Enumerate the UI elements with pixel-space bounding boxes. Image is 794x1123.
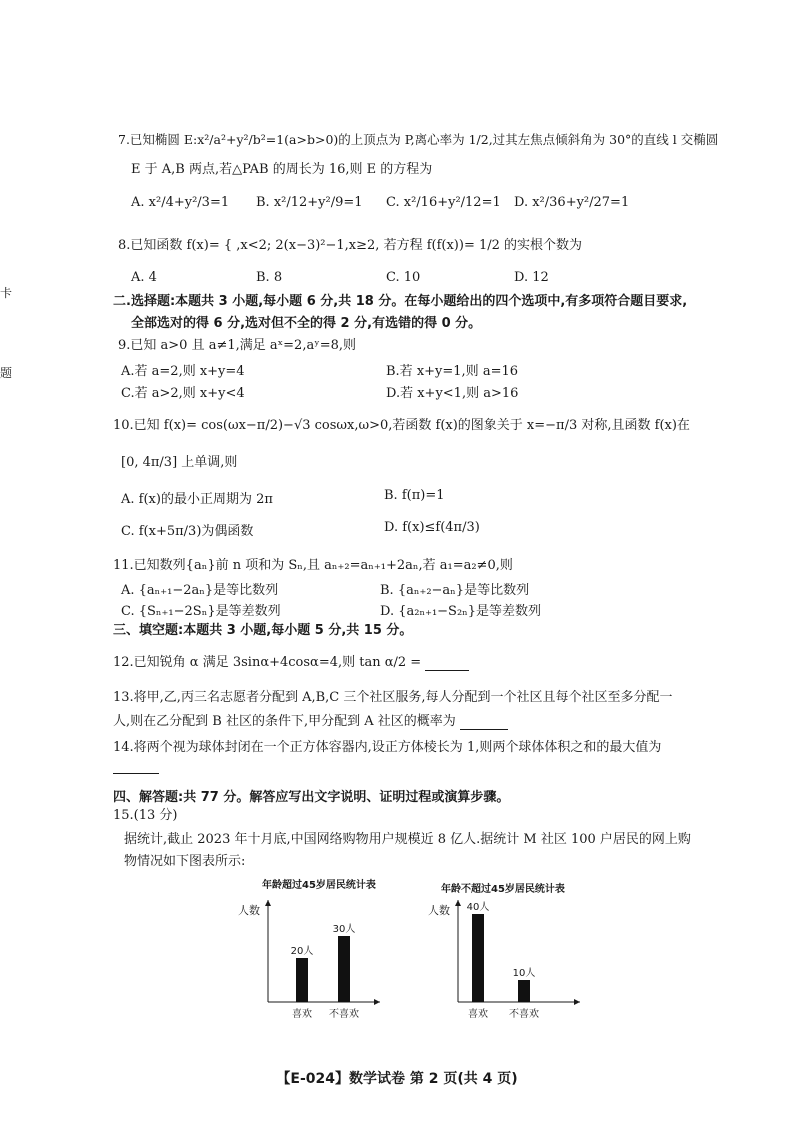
q15-line2: 物情况如下图表所示: <box>124 854 246 869</box>
chart-2-y-label: 人数 <box>428 904 450 917</box>
chart-2-y-arrow <box>455 900 461 906</box>
q10-option-b: B. f(π)=1 <box>384 488 445 503</box>
q10-line2: [0, 4π/3] 上单调,则 <box>121 455 238 470</box>
q13-answer-blank[interactable] <box>460 729 508 730</box>
section-2-heading: 二.选择题:本题共 3 小题,每小题 6 分,共 18 分。在每小题给出的四个选项中,有多项符合题目要求, <box>113 294 688 309</box>
q9-stem: 9.已知 a>0 且 a≠1,满足 aˣ=2,aʸ=8,则 <box>118 338 356 353</box>
q12-text: 12.已知锐角 α 满足 3sinα+4cosα=4,则 tan α/2 = <box>113 655 422 670</box>
q13-line2 <box>113 714 508 730</box>
q7-option-b: B. x²/12+y²/9=1 <box>256 195 363 210</box>
q8-option-b: B. 8 <box>256 270 283 285</box>
section-4-heading: 四、解答题:共 77 分。解答应写出文字说明、证明过程或演算步骤。 <box>113 790 510 805</box>
page-footer: 【E-024】数学试卷 第 2 页(共 4 页) <box>276 1071 518 1087</box>
chart-1-category-1: 喜欢 <box>292 1009 312 1020</box>
q13-line1: 13.将甲,乙,丙三名志愿者分配到 A,B,C 三个社区服务,每人分配到一个社区且每个社区至多分配一 <box>113 690 673 705</box>
q7-line1: 7.已知椭圆 E:x²/a²+y²/b²=1(a>b>0)的上顶点为 P,离心率为 1/2,过其左焦点倾斜角为 30°的直线 l 交椭圆 <box>118 132 719 147</box>
q10-option-c: C. f(x+5π/3)为偶函数 <box>121 524 254 539</box>
chart-1-data-label-2: 30人 <box>332 924 356 935</box>
q7-line2: E 于 A,B 两点,若△PAB 的周长为 16,则 E 的方程为 <box>131 162 433 177</box>
q11-option-a: A. {aₙ₊₁−2aₙ}是等比数列 <box>121 583 279 598</box>
q11-option-b: B. {aₙ₊₂−aₙ}是等比数列 <box>380 583 530 598</box>
chart-1-data-label-1: 20人 <box>290 946 314 957</box>
q12-stem <box>113 655 469 671</box>
q10-option-a: A. f(x)的最小正周期为 2π <box>121 492 273 507</box>
chart-1-bar-1 <box>296 958 308 1002</box>
chart-1-bar-2 <box>338 936 350 1002</box>
q7-option-d: D. x²/36+y²/27=1 <box>514 195 630 210</box>
q9-option-a: A.若 a=2,则 x+y=4 <box>121 364 245 379</box>
q14-stem: 14.将两个视为球体封闭在一个正方体容器内,设正方体棱长为 1,则两个球体体积之和的最大值为 <box>113 740 662 755</box>
q15-line1: 据统计,截止 2023 年十月底,中国网络购物用户规模近 8 亿人.据统计 M 社区 100 户居民的网上购 <box>124 832 691 847</box>
chart-2-x-arrow <box>574 999 580 1005</box>
q9-option-d: D.若 x+y<1,则 a>16 <box>386 386 519 401</box>
section-3-heading: 三、填空题:本题共 3 小题,每小题 5 分,共 15 分。 <box>113 623 413 638</box>
q9-option-c: C.若 a>2,则 x+y<4 <box>121 386 245 401</box>
chart-2-bar-2 <box>518 980 530 1002</box>
chart-1-y-arrow <box>265 900 271 906</box>
q8-option-c: C. 10 <box>386 270 421 285</box>
chart-2-category-1: 喜欢 <box>468 1009 488 1020</box>
chart-1-x-arrow <box>374 999 380 1005</box>
chart-1-over-45 <box>230 890 410 1026</box>
chart-2-data-label-2: 10人 <box>512 968 536 979</box>
chart-2-data-label-1: 40人 <box>466 902 490 913</box>
q8-option-a: A. 4 <box>131 270 157 285</box>
chart-2-category-2: 不喜欢 <box>509 1009 539 1020</box>
q12-answer-blank[interactable] <box>425 670 469 671</box>
q14-answer-blank[interactable] <box>113 759 159 774</box>
q9-option-b: B.若 x+y=1,则 a=16 <box>386 364 518 379</box>
chart-1-y-label: 人数 <box>238 904 260 917</box>
q8-option-d: D. 12 <box>514 270 549 285</box>
chart-2-bar-1 <box>472 914 484 1002</box>
margin-mark-1: 卡 <box>0 286 13 300</box>
q11-option-c: C. {Sₙ₊₁−2Sₙ}是等差数列 <box>121 604 281 619</box>
q11-stem: 11.已知数列{aₙ}前 n 项和为 Sₙ,且 aₙ₊₂=aₙ₊₁+2aₙ,若 a₁=a₂≠0,则 <box>113 558 513 573</box>
q7-option-a: A. x²/4+y²/3=1 <box>131 195 230 210</box>
q15-heading: 15.(13 分) <box>113 808 178 823</box>
section-2-heading-cont: 全部选对的得 6 分,选对但不全的得 2 分,有选错的得 0 分。 <box>131 316 482 331</box>
chart-1-title: 年龄超过45岁居民统计表 <box>262 880 376 891</box>
q13-text: 人,则在乙分配到 B 社区的条件下,甲分配到 A 社区的概率为 <box>113 714 456 729</box>
q8-line1: 8.已知函数 f(x)= { ,x<2; 2(x−3)²−1,x≥2, 若方程 f(f(x))= 1/2 的实根个数为 <box>118 238 583 253</box>
chart-1-category-2: 不喜欢 <box>329 1009 359 1020</box>
q11-option-d: D. {a₂ₙ₊₁−S₂ₙ}是等差数列 <box>380 604 542 619</box>
chart-2-under-45 <box>420 890 600 1026</box>
q14-answer-line <box>113 758 159 774</box>
q10-line1: 10.已知 f(x)= cos(ωx−π/2)−√3 cosωx,ω>0,若函数 f(x)的图象关于 x=−π/3 对称,且函数 f(x)在 <box>113 418 690 433</box>
chart-2-title: 年龄不超过45岁居民统计表 <box>441 884 565 895</box>
q10-option-d: D. f(x)≤f(4π/3) <box>384 520 480 535</box>
q7-option-c: C. x²/16+y²/12=1 <box>386 195 501 210</box>
margin-mark-2: 题 <box>0 366 13 380</box>
